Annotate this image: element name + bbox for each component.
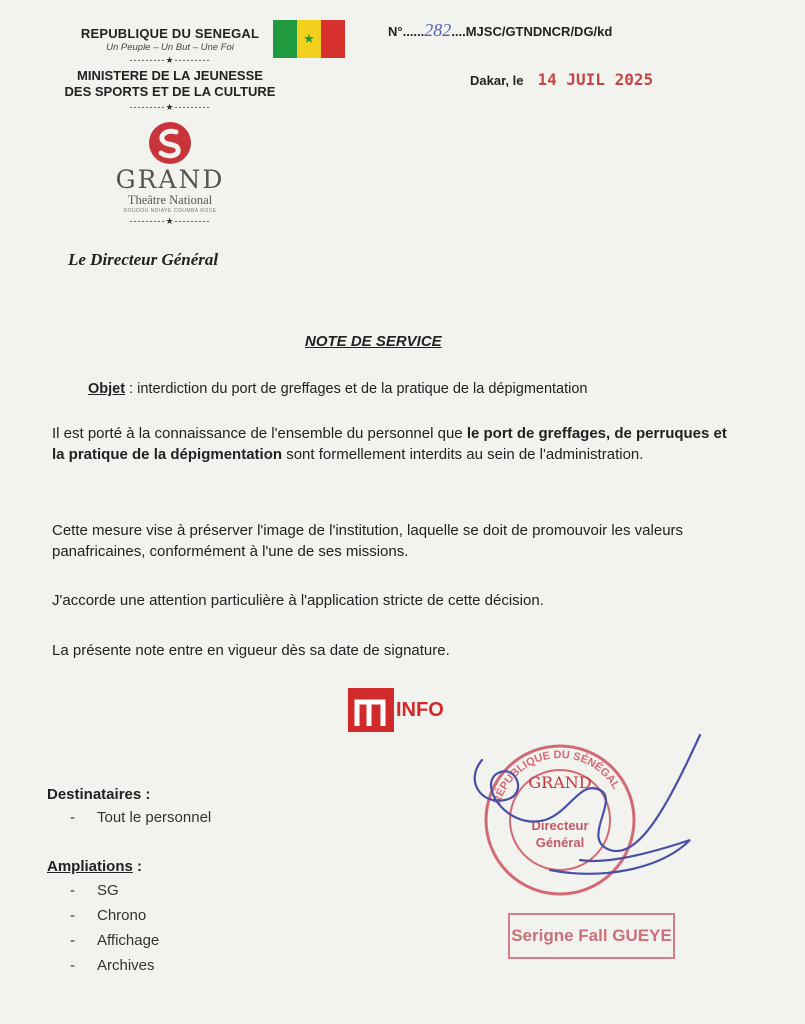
logo-tagline: DOUDOU NDIAYE COUMBA ROSE xyxy=(123,208,217,214)
paragraph-1-intro: Il est porté à la connaissance de l'ensemble du personnel que xyxy=(52,425,467,442)
senegal-flag-icon: ★ xyxy=(273,20,345,58)
paragraph-1 xyxy=(52,423,742,465)
signatory-name-stamp: Serigne Fall GUEYE xyxy=(508,913,675,959)
ampliations-heading: Ampliations : xyxy=(47,858,143,875)
grand-theatre-logo xyxy=(100,119,240,214)
logo-subtitle: Theâtre National xyxy=(127,193,213,207)
object-text: : interdiction du port de greffages et de la pratique de la dépigmentation xyxy=(125,381,588,397)
seal-ring-text: RÉPUBLIQUE DU SÉNÉGAL xyxy=(491,748,622,806)
ampliation-item: - Chrono xyxy=(70,907,147,924)
logo-wordmark: GRAND xyxy=(115,165,225,194)
svg-text:GRAND: GRAND xyxy=(528,773,592,792)
letterhead xyxy=(50,26,290,229)
paragraph-2: Cette mesure vise à préserver l'image de l'institution, laquelle se doit de promouvoir les valeurs panafricaines, conformément à l'une de ses missions. xyxy=(52,522,684,560)
recipients-heading: Destinataires : xyxy=(47,786,151,803)
reference-code: MJSC/GTNDNCR/DG/kd xyxy=(465,24,613,39)
info-watermark-logo xyxy=(348,688,444,732)
recipient-item: - Tout le personnel xyxy=(70,809,212,826)
reference-number: N°......282....MJSC/GTNDNCR/DG/kd xyxy=(388,20,613,40)
reference-prefix: N° xyxy=(388,24,403,39)
ampliation-item: - SG xyxy=(70,882,119,899)
ministry-line-1: MINISTERE DE LA JEUNESSE xyxy=(77,68,263,83)
reference-handwritten-number: 282 xyxy=(424,20,452,40)
paragraph-1-emphasis: le port de greffages, de perruques et la pratique de la dépigmentation xyxy=(52,425,727,463)
watermark-emblem-icon xyxy=(348,688,394,732)
official-seal-stamp xyxy=(460,720,710,920)
ministry-line-2: DES SPORTS ET DE LA CULTURE xyxy=(64,84,276,99)
seal-center-line-1: Directeur xyxy=(531,818,589,833)
ampliation-item: - Archives xyxy=(70,957,155,974)
seal-center-line-2: Général xyxy=(535,835,585,850)
paragraph-1-end: sont formellement interdits au sein de l'administration. xyxy=(282,446,644,463)
paragraph-4: La présente note entre en vigueur dès sa date de signature. xyxy=(52,642,450,659)
director-title: Le Directeur Général xyxy=(68,250,219,269)
watermark-text: INFO xyxy=(396,698,444,721)
document-title: NOTE DE SERVICE xyxy=(305,333,442,350)
country-name: REPUBLIQUE DU SENEGAL xyxy=(80,26,260,41)
date-line xyxy=(470,70,653,89)
separator: ---------★--------- xyxy=(129,216,211,226)
object-label: Objet xyxy=(88,381,126,397)
paragraph-3: J'accorde une attention particulière à l'application stricte de cette décision. xyxy=(52,592,544,609)
national-motto: Un Peuple – Un But – Une Foi xyxy=(106,42,234,53)
date-label: Dakar, le xyxy=(470,73,524,88)
ampliation-item: - Affichage xyxy=(70,932,160,949)
logo-emblem-icon xyxy=(146,119,194,167)
separator: ---------★--------- xyxy=(129,102,211,112)
object-line xyxy=(88,381,588,397)
separator: ---------★--------- xyxy=(129,55,211,65)
date-stamp: 14 JUIL 2025 xyxy=(537,70,654,89)
